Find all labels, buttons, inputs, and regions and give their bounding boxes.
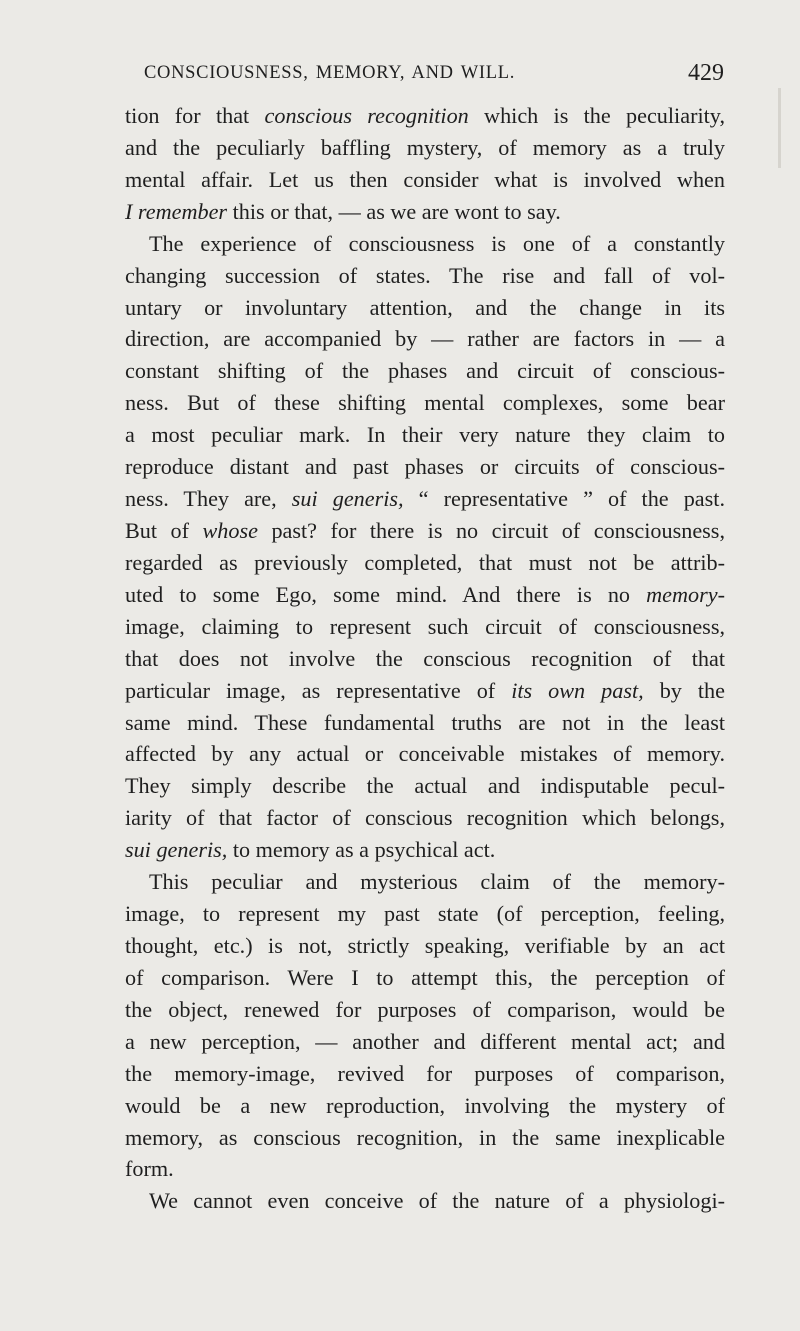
text-line: They simply describe the actual and indisputable pecul- — [125, 773, 725, 799]
text-line: that does not involve the conscious recognition of that — [125, 645, 725, 671]
text-line: sui generis, to memory as a psychical act. — [125, 837, 496, 863]
text-line: The experience of consciousness is one of a constantly — [149, 230, 725, 256]
text-line: We cannot even conceive of the nature of a physiologi- — [149, 1188, 725, 1214]
page-edge-shadow — [778, 88, 781, 168]
text-line: image, claiming to represent such circuit of consciousness, — [125, 613, 725, 639]
text-line: the memory-image, revived for purposes of comparison, — [125, 1060, 725, 1086]
body-text — [125, 100, 725, 1217]
text-line: tion for that conscious recognition which is the peculiarity, — [125, 103, 725, 128]
text-line: and the peculiarly baffling mystery, of memory as a truly — [125, 134, 725, 160]
text-line: ness. They are, sui generis, “ representative ” of the past. — [125, 486, 726, 512]
text-line: affected by any actual or conceivable mistakes of memory. — [125, 741, 725, 767]
text-line: reproduce distant and past phases or circuits of conscious- — [125, 454, 725, 480]
running-head: CONSCIOUSNESS, MEMORY, AND WILL. — [144, 63, 516, 83]
text-line: But of whose past? for there is no circuit of consciousness, — [125, 517, 725, 543]
text-line: thought, etc.) is not, strictly speaking, verifiable by an act — [125, 932, 725, 958]
text-line: regarded as previously completed, that must not be attrib- — [125, 549, 725, 575]
page-header — [144, 60, 724, 95]
text-line: constant shifting of the phases and circuit of conscious- — [125, 358, 725, 384]
text-line: a most peculiar mark. In their very nature they claim to — [125, 422, 725, 448]
text-line: particular image, as representative of its own past, by the — [125, 677, 725, 703]
text-line: of comparison. Were I to attempt this, the perception of — [125, 964, 725, 990]
text-line: direction, are accompanied by — rather are factors in — a — [125, 326, 725, 352]
text-line: mental affair. Let us then consider what is involved when — [125, 166, 725, 192]
text-line: I remember this or that, — as we are wont to say. — [125, 198, 561, 224]
text-line: the object, renewed for purposes of comparison, would be — [125, 996, 725, 1022]
text-line: memory, as conscious recognition, in the same inexplicable — [125, 1124, 725, 1150]
text-line: This peculiar and mysterious claim of the memory- — [149, 869, 725, 895]
text-line: uted to some Ego, some mind. And there is no memory- — [125, 581, 725, 607]
text-line: untary or involuntary attention, and the change in its — [125, 294, 725, 320]
text-line: same mind. These fundamental truths are not in the least — [125, 709, 725, 735]
text-line: a new perception, — another and different mental act; and — [125, 1028, 725, 1054]
text-line: form. — [125, 1156, 174, 1182]
page-number: 429 — [688, 60, 724, 86]
text-line: would be a new reproduction, involving the mystery of — [125, 1092, 725, 1118]
text-line: changing succession of states. The rise and fall of vol- — [125, 262, 725, 288]
text-line: iarity of that factor of conscious recognition which belongs, — [125, 805, 725, 831]
text-line: image, to represent my past state (of perception, feeling, — [125, 901, 725, 927]
text-line: ness. But of these shifting mental complexes, some bear — [125, 390, 725, 416]
